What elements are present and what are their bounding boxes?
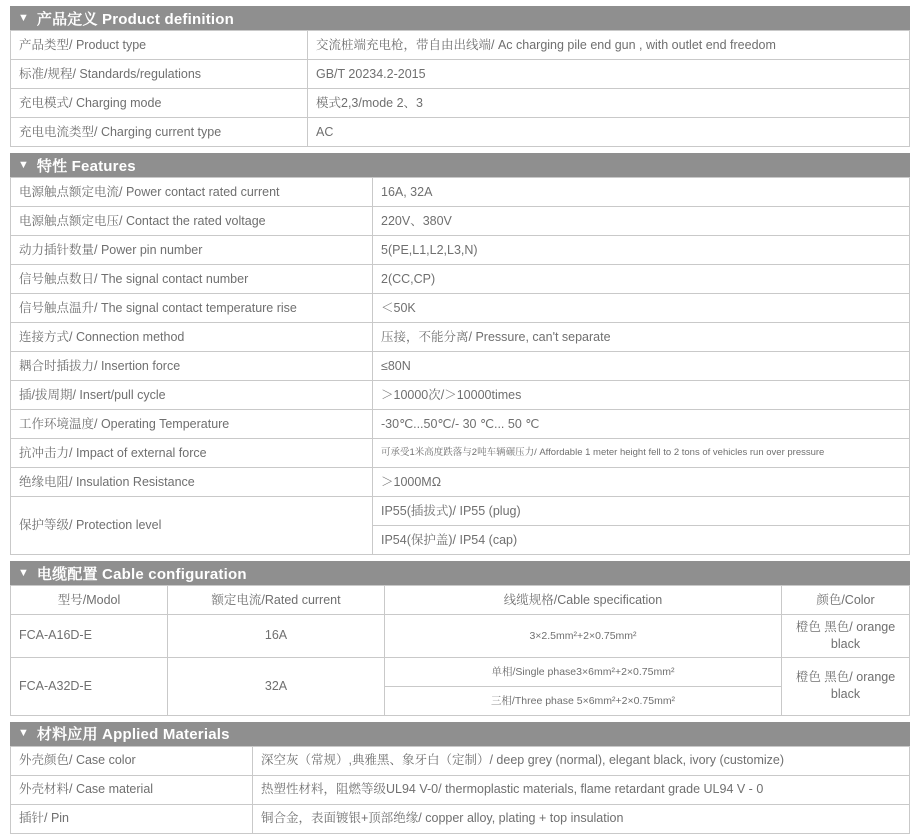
table-row — [11, 89, 910, 118]
row-label: 绝缘电阻/ Insulation Resistance — [11, 468, 373, 497]
cell-color: 橙色 黑色/ orange black — [782, 657, 910, 715]
row-label: 标准/规程/ Standards/regulations — [11, 60, 308, 89]
row-value: 交流桩端充电枪，带自由出线端/ Ac charging pile end gun , with outlet end freedom — [308, 31, 910, 60]
table-row — [11, 410, 910, 439]
row-value: 220V、380V — [373, 207, 910, 236]
row-label: 连接方式/ Connection method — [11, 323, 373, 352]
table-row — [11, 118, 910, 147]
table-product-definition — [10, 30, 910, 147]
cell-model: FCA-A16D-E — [11, 615, 168, 658]
table-row — [11, 746, 910, 775]
column-header-model: 型号/Modol — [11, 586, 168, 615]
table-row — [11, 468, 910, 497]
section-header-product-definition[interactable] — [10, 6, 910, 30]
row-value: ＞1000MΩ — [373, 468, 910, 497]
table-row — [11, 236, 910, 265]
row-value: GB/T 20234.2-2015 — [308, 60, 910, 89]
column-header-cable-specification: 线缆规格/Cable specification — [385, 586, 782, 615]
row-label: 耦合时插拔力/ Insertion force — [11, 352, 373, 381]
row-label: 外壳材料/ Case material — [11, 775, 253, 804]
cell-color: 橙色 黑色/ orange black — [782, 615, 910, 658]
section-header-cable-configuration[interactable] — [10, 561, 910, 585]
table-cable-configuration — [10, 585, 910, 716]
row-value: 5(PE,L1,L2,L3,N) — [373, 236, 910, 265]
column-header-rated-current: 额定电流/Rated current — [168, 586, 385, 615]
cell-model: FCA-A32D-E — [11, 657, 168, 715]
row-label: 电源触点额定电压/ Contact the rated voltage — [11, 207, 373, 236]
table-row — [11, 323, 910, 352]
table-row — [11, 657, 910, 686]
row-label: 电源触点额定电流/ Power contact rated current — [11, 178, 373, 207]
row-label: 信号触点温升/ The signal contact temperature rise — [11, 294, 373, 323]
row-label: 产品类型/ Product type — [11, 31, 308, 60]
cell-cable-specification: 3×2.5mm²+2×0.75mm² — [385, 615, 782, 658]
row-label: 外壳颜色/ Case color — [11, 746, 253, 775]
column-header-color: 颜色/Color — [782, 586, 910, 615]
row-label: 充电模式/ Charging mode — [11, 89, 308, 118]
table-row — [11, 265, 910, 294]
chevron-down-icon[interactable]: ▼ — [18, 566, 29, 579]
row-label: 工作环境温度/ Operating Temperature — [11, 410, 373, 439]
table-row — [11, 439, 910, 468]
table-row — [11, 352, 910, 381]
table-features — [10, 177, 910, 555]
section-header-applied-materials[interactable] — [10, 722, 910, 746]
row-value: 2(CC,CP) — [373, 265, 910, 294]
cell-cable-specification: 单相/Single phase3×6mm²+2×0.75mm² — [385, 657, 782, 686]
row-value: 16A, 32A — [373, 178, 910, 207]
table-row — [11, 31, 910, 60]
row-value: AC — [308, 118, 910, 147]
table-header-row — [11, 586, 910, 615]
row-value-secondary: IP54(保护盖)/ IP54 (cap) — [373, 526, 910, 555]
table-row — [11, 207, 910, 236]
table-row — [11, 294, 910, 323]
row-value: 深空灰（常规）,典雅黑、象牙白（定制）/ deep grey (normal), elegant black, ivory (customize) — [253, 746, 910, 775]
row-value: ＜50K — [373, 294, 910, 323]
chevron-down-icon[interactable]: ▼ — [18, 11, 29, 24]
cell-rated-current: 16A — [168, 615, 385, 658]
row-value: ≤80N — [373, 352, 910, 381]
row-value: ＞10000次/＞10000times — [373, 381, 910, 410]
table-row — [11, 497, 910, 526]
table-row — [11, 178, 910, 207]
section-header-features[interactable] — [10, 153, 910, 177]
section-title: 电缆配置 Cable configuration — [36, 565, 247, 583]
table-row — [11, 615, 910, 658]
row-value: 铜合金，表面镀银+顶部绝缘/ copper alloy, plating + top insulation — [253, 804, 910, 833]
table-row — [11, 60, 910, 89]
table-row — [11, 775, 910, 804]
row-label: 充电电流类型/ Charging current type — [11, 118, 308, 147]
chevron-down-icon[interactable]: ▼ — [18, 727, 29, 740]
row-value: -30℃...50℃/- 30 ℃... 50 ℃ — [373, 410, 910, 439]
row-label: 动力插针数量/ Power pin number — [11, 236, 373, 265]
row-value: 模式2,3/mode 2、3 — [308, 89, 910, 118]
row-label: 插/拔周期/ Insert/pull cycle — [11, 381, 373, 410]
section-title: 特性 Features — [36, 157, 136, 175]
row-value: 压接，不能分离/ Pressure, can't separate — [373, 323, 910, 352]
table-applied-materials — [10, 746, 910, 834]
row-value: 可承受1米高度跌落与2吨车辆碾压力/ Affordable 1 meter height fell to 2 tons of vehicles run over pressure — [373, 439, 910, 468]
row-label: 信号触点数日/ The signal contact number — [11, 265, 373, 294]
row-label: 插针/ Pin — [11, 804, 253, 833]
row-label: 保护等级/ Protection level — [11, 497, 373, 555]
cell-cable-specification-secondary: 三相/Three phase 5×6mm²+2×0.75mm² — [385, 686, 782, 715]
table-row — [11, 804, 910, 833]
row-value: IP55(插拔式)/ IP55 (plug) — [373, 497, 910, 526]
cell-rated-current: 32A — [168, 657, 385, 715]
table-row — [11, 381, 910, 410]
row-label: 抗冲击力/ Impact of external force — [11, 439, 373, 468]
section-title: 产品定义 Product definition — [36, 10, 234, 28]
chevron-down-icon[interactable]: ▼ — [18, 158, 29, 171]
row-value: 热塑性材料，阻燃等级UL94 V-0/ thermoplastic materials, flame retardant grade UL94 V - 0 — [253, 775, 910, 804]
section-title: 材料应用 Applied Materials — [36, 726, 230, 744]
